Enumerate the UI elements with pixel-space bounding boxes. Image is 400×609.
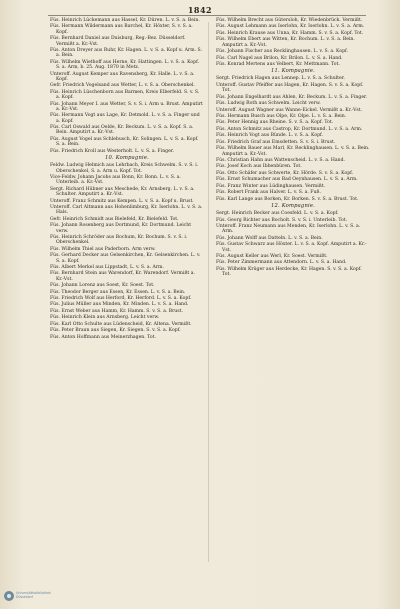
list-entry: Füs. August Keller aus Werl, Kr. Soest. Vermißt. [216, 253, 328, 259]
list-entry: Füs. Konrad Mertens aus Velbert, Kr. Mettmann. Tot. [216, 61, 340, 67]
list-entry: Füs. Friedrich Kroll aus Westerholt. L. v. S. a. Finger. [50, 148, 174, 154]
list-entry: Unteroff. August Wagner aus Wanne-Eickel. Vermißt a. Kr.-Vst. [216, 107, 363, 113]
logo-line2: Düsseldorf [16, 595, 34, 599]
section-heading: 10. Kompagnie. [105, 154, 149, 161]
list-entry: Füs. Hermann Busch aus Olpe, Kr. Olpe. L. v. S. a. Bein. [216, 113, 347, 119]
list-entry: Füs. Bernhard Daniel aus Duisburg, Reg.-Bez. Düsseldorf. Vermißt a. Kr.-Vst. [50, 36, 186, 47]
list-entry: Füs. Ernst Schumacher aus Bad Oeynhausen. L. v. S. a. Arm. [216, 177, 358, 183]
left-column [50, 18, 204, 341]
list-entry: Füs. Johann Meyer I. aus Wetter, S. v. S. i. Arm u. Brust. Amputirt a. Kr.-Vst. [50, 101, 203, 112]
section-heading: 11. Kompagnie. [271, 68, 315, 75]
column-divider [208, 22, 209, 562]
list-entry: Füs. Wilhelm Brecht aus Gütersloh, Kr. Wiedenbrück. Vermißt. [216, 18, 363, 23]
list-entry: Füs. Carl Nagel aus Brilon, Kr. Brilon. L. v. S. a. Hand. [216, 55, 343, 61]
list-entry: Füs. Peter Braun aus Siegen, Kr. Siegen. S. v. S. a. Kopf. [50, 328, 181, 334]
list-entry: Füs. Johann Rosenberg aus Dortmund, Kr. Dortmund. Leicht verw. [50, 223, 192, 234]
list-entry: Füs. August Lehmann aus Iserlohn, Kr. Iserlohn. L. v. S. a. Arm. [216, 24, 365, 30]
list-entry: Gefr. Heinrich Schmidt aus Bielefeld, Kr. Bielefeld. Tot. [50, 216, 179, 222]
list-entry: Füs. Josef Koch aus Ibbenbüren. Tot. [216, 164, 302, 170]
list-entry: Vice-Feldw. Johann Jacobs aus Bonn, Kr. Bonn. L. v. S. a. Unterleib. a. Kr.-Vst. [50, 174, 181, 186]
list-entry: Füs. Peter Hennig aus Rheine. S. v. S. a. Kopf. Tot. [216, 120, 334, 126]
list-entry: Füs. Franz Winter aus Lüdinghausen. Vermißt. [216, 183, 326, 189]
list-entry: Unteroff. Carl Altmann aus Hohenlimburg, Kr. Iserlohn. L. v. S. a. Hals. [50, 204, 203, 216]
page-number: 1842 [187, 5, 213, 15]
list-entry: Füs. Carl Oswald aus Oelde, Kr. Beckum. L. v. S. a. Kopf. S. a. Bein. Amputirt a. Kr.-Vst. [50, 125, 194, 136]
library-logo-icon [4, 591, 14, 601]
logo-line1: Universitätsbibliothek [16, 591, 51, 596]
list-entry: Sergt. Richard Hübner aus Meschede, Kr. Arnsberg. L. v. S. a. Schulter. Amputirt a. Kr.-Vst. [50, 186, 195, 198]
list-entry: Füs. Julius Müller aus Minden, Kr. Minden. L. v. S. a. Hand. [50, 302, 189, 308]
list-entry: Füs. August Vogel aus Schlebusch, Kr. Solingen. L. v. S. a. Kopf. S. a. Bein. [50, 136, 199, 148]
list-entry: Unteroff. Franz Neumann aus Menden, Kr. Iserlohn. L. v. S. a. Arm. [216, 223, 361, 235]
list-entry: Füs. Johann Wolff aus Datteln. L. v. S. a. Bein. [216, 235, 323, 241]
list-entry: Füs. Wilhelm Wiethoff aus Herne, Kr. Hattingen. L. v. S. a. Kopf. S. a. Arm, b. 25. Aug. 1870 in Metz. [50, 59, 200, 71]
right-column [216, 18, 370, 279]
list-entry: Füs. Anton Hoffmann aus Meinerzhagen. Tot. [50, 334, 156, 340]
list-entry: Sergt. Friedrich Hagen aus Lennep. L. v. S. a. Schulter. [216, 76, 345, 82]
list-entry: Füs. Karl Otto Schulte aus Lüdenscheid, Kr. Altena. Vermißt. [50, 321, 192, 327]
list-entry: Füs. Friedrich Graf aus Emsdetten. S. v. S. i. Brust. [216, 139, 336, 145]
list-entry: Füs. Heinrich Vogt aus Bünde. L. v. S. a. Kopf. [216, 133, 324, 139]
list-entry: Füs. Johann Lorenz aus Soest, Kr. Soest. Tot. [50, 283, 155, 289]
list-entry: Feldw. Ludwig Helmich aus Lehrbach, Kreis Schwelm. S. v. S. i. Oberschenkel, S. a. Arm u. Kopf. Tot. [50, 163, 199, 174]
list-entry: Füs. Heinrich Krause aus Unna, Kr. Hamm. S. v. S. a. Kopf. Tot. [216, 30, 364, 36]
list-entry: Füs. Albert Merkel aus Lippstadt, L. v. S. a. Arm. [50, 264, 164, 270]
list-entry: Füs. Hermann Vogt aus Lage, Kr. Detmold. L. v. S. a. Finger und a. Kopf. [50, 113, 200, 124]
list-entry: Füs. Wilhelm Thiel aus Paderborn. Arm verw. [50, 246, 156, 252]
list-entry: Füs. Wilhelm Ebert aus Witten, Kr. Bochum. L. v. S. a. Bein. Amputirt a. Kr.-Vst. [216, 37, 355, 48]
library-logo [4, 589, 60, 603]
list-entry: Füs. Ernst Weber aus Hamm, Kr. Hamm. S. v. S. a. Brust. [50, 308, 183, 314]
list-entry: Füs. Otto Schäfer aus Schwerte, Kr. Hörde. S. v. S. a. Kopf. [216, 170, 354, 176]
list-entry: Füs. Christian Hahn aus Wattenscheid. L. v. S. a. Hand. [216, 157, 346, 163]
list-entry: Füs. Wilhelm Bauer aus Marl, Kr. Recklinghausen. L. v. S. a. Bein. Amputirt a. Kr.-Vst. [216, 146, 370, 157]
section-heading: 12. Kompagnie. [271, 202, 315, 209]
list-entry: Füs. Gerhard Decker aus Gelsenkirchen, Kr. Gelsenkirchen. L. v. S. a. Kopf. [50, 253, 201, 264]
list-entry: Füs. Johann Engelhardt aus Ahlen, Kr. Beckum. L. v. S. a. Finger. [216, 94, 368, 100]
list-entry: Füs. Johann Fischer aus Recklinghausen. L. v. S. a. Kopf. [216, 49, 349, 55]
list-entry: Füs. Heinrich Lückemann aus Hassel, Kr. Düren. L. v. S. a. Bein. [50, 18, 200, 23]
list-entry: Gefr. Friedrich Vogelsand aus Wetter, L. v. S. a. Oberschenkel. [50, 83, 195, 89]
list-entry: Füs. Robert Frank aus Halver. L. v. S. a. Fuß. [216, 190, 321, 196]
list-entry: Füs. Friedrich Wolf aus Herford, Kr. Herford. L. v. S. a. Kopf. [50, 296, 192, 302]
list-entry: Füs. Gustav Schwarz aus Höxter. L. v. S. a. Kopf. Amputirt a. Kr.-Vst. [216, 242, 367, 253]
header-rule [48, 15, 366, 16]
list-entry: Füs. Karl Lange aus Borken, Kr. Borken. S. v. S. a. Brust. Tot. [216, 196, 359, 202]
list-entry: Füs. Theodor Berger aus Essen, Kr. Essen. L. v. S. a. Bein. [50, 289, 186, 295]
list-entry: Füs. Anton Schmitz aus Castrop, Kr. Dortmund. L. v. S. a. Arm. [216, 126, 363, 132]
list-entry: Füs. Hermann Wildermann aus Barchel, Kr. Höxter, S. v. S. a. Kopf. [50, 24, 193, 35]
list-entry: Füs. Bernhard Stein aus Warendorf, Kr. Warendorf. Vermißt a. Kr.-Vst. [50, 271, 195, 282]
list-entry: Füs. Heinrich Klein aus Arnsberg. Leicht verw. [50, 315, 160, 321]
list-entry: Füs. Anton Dreyer aus Ruhr, Kr. Hagen. L. v. S. a. Kopf u. Arm. S. a. Bein. [50, 48, 202, 59]
list-entry: Füs. Georg Richter aus Bocholt. S. v. S. i. Unterleib. Tot. [216, 217, 348, 223]
list-entry: Füs. Wilhelm Krüger aus Herdecke, Kr. Hagen. S. v. S. a. Kopf. Tot. [216, 266, 362, 278]
list-entry: Unteroff. Gustav Pfeiffer aus Hagen, Kr. Hagen. S. v. S. a. Kopf. Tot. [216, 82, 364, 94]
list-entry: Füs. Ludwig Roth aus Schwelm. Leicht verw. [216, 101, 321, 107]
list-entry: Unteroff. August Kemper aus Ravensberg, Kr. Halle. L. v. S. a. Kopf. [50, 71, 195, 82]
list-entry: Füs. Heinrich Schröder aus Bochum, Kr. Bochum. S. v. S. i. Oberschenkel. [50, 234, 188, 246]
list-entry: Füs. Peter Zimmermann aus Attendorn. L. v. S. a. Hand. [216, 260, 347, 266]
list-entry: Unteroff. Franz Schmitz aus Kempen. L. v. S. a. Kopf u. Brust. [50, 198, 194, 204]
list-entry: Füs. Heinrich Lüschenborn aus Barmen, Kreis Elberfeld. S. v. S. a. Kopf. [50, 89, 200, 101]
list-entry: Sergt. Heinrich Becker aus Coesfeld. L. v. S. a. Kopf. [216, 211, 339, 217]
